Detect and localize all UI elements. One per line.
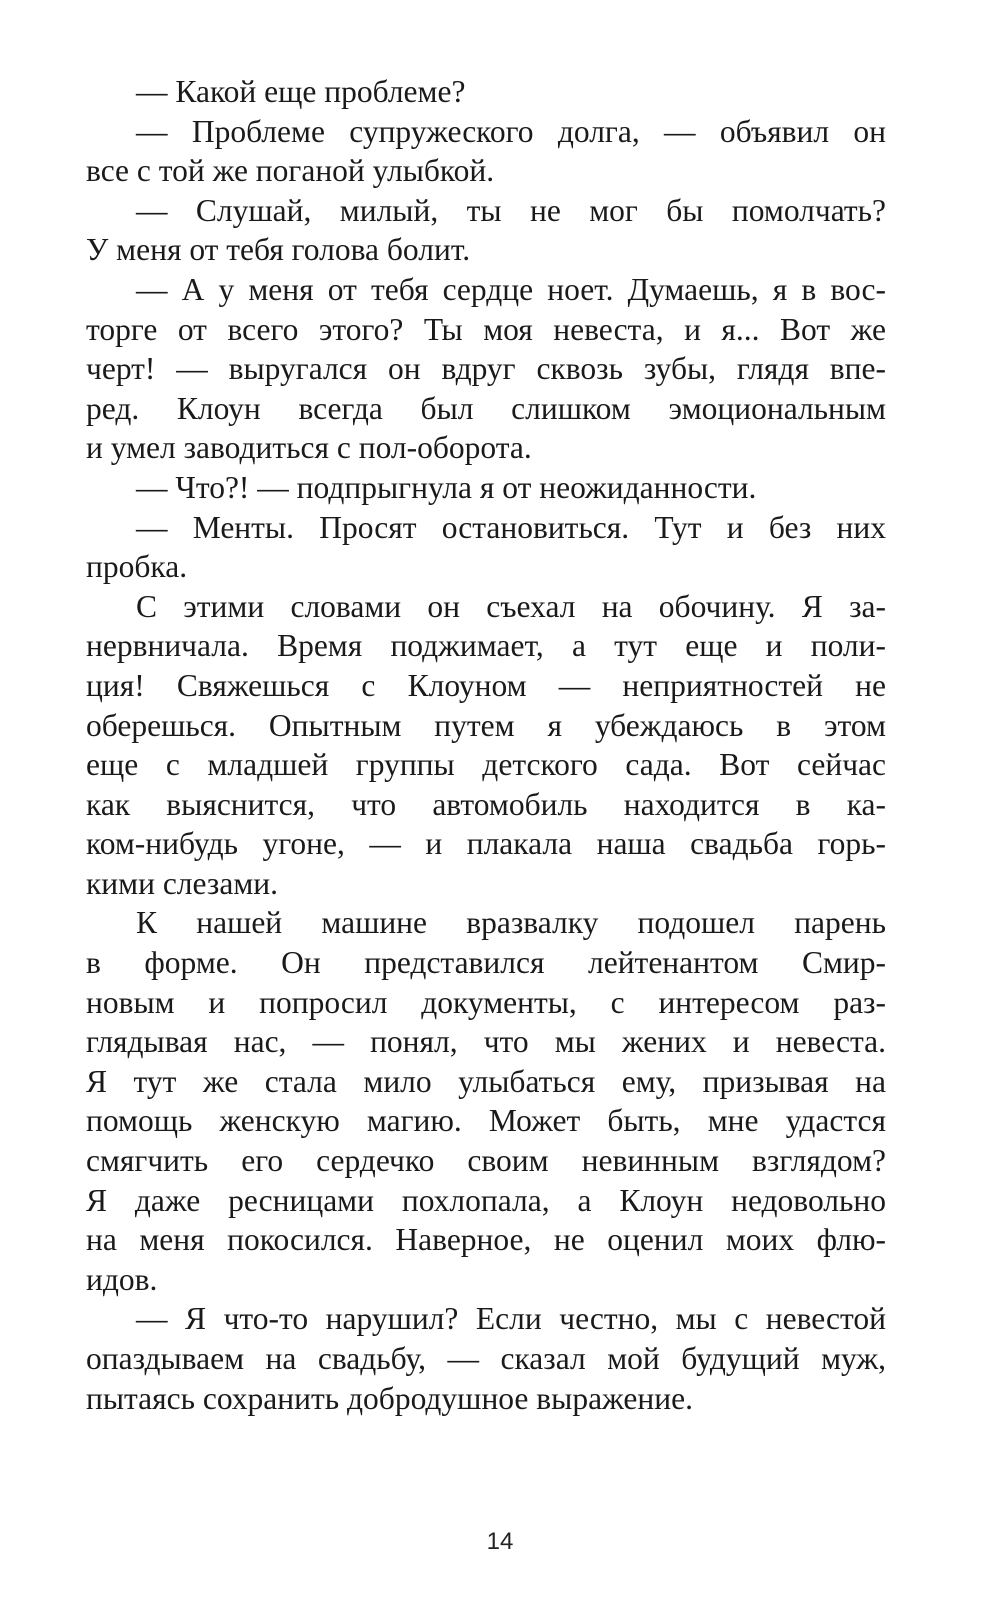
text-line: новым и попросил документы, с интересом раз- [86,984,886,1020]
text-line: — А у меня от тебя сердце ноет. Думаешь, я в вос- [136,271,886,307]
text-line: К нашей машине вразвалку подошел парень [136,905,886,941]
text-line: в форме. Он представился лейтенантом Смир- [86,945,886,981]
paragraph [86,112,886,191]
text-line: черт! — выругался он вдруг сквозь зубы, глядя впе- [86,351,886,387]
text-line: пытаясь сохранить добродушное выражение. [86,1380,693,1416]
text-line: — Какой еще проблеме? [136,74,466,109]
text-line: — Что?! — подпрыгнула я от неожиданности. [136,469,757,505]
book-page-text [86,72,886,1418]
paragraph [86,72,886,112]
text-line: помощь женскую магию. Может быть, мне удастся [86,1103,886,1139]
text-line: — Слушай, милый, ты не мог бы помолчать? [136,192,886,228]
text-line: как выяснится, что автомобиль находится в ка- [86,786,886,822]
text-line: и умел заводиться с пол-оборота. [86,430,532,466]
text-line: кими слезами. [86,865,278,901]
text-line: — Менты. Просят остановиться. Тут и без них [136,509,886,545]
text-line: идов. [86,1261,158,1297]
paragraph [86,587,886,904]
text-line: — Проблеме супружеского долга, — объявил он [136,113,886,149]
text-line: пробка. [86,549,188,585]
text-line: У меня от тебя голова болит. [86,232,471,268]
paragraph [86,1299,886,1418]
text-line: нервничала. Время поджимает, а тут еще и поли- [86,628,886,664]
paragraph [86,191,886,270]
text-line: опаздываем на свадьбу, — сказал мой будущий муж, [86,1341,886,1376]
paragraph [86,468,886,508]
text-line: глядывая нас, — понял, что мы жених и невеста. [86,1024,886,1060]
paragraph [86,903,886,1299]
paragraph [86,270,886,468]
text-line: С этими словами он съехал на обочину. Я за- [136,588,886,624]
text-line: ция! Свяжешься с Клоуном — неприятностей не [86,667,886,703]
text-line: смягчить его сердечко своим невинным взглядом? [86,1143,886,1179]
text-line: все с той же поганой улыбкой. [86,153,495,189]
text-line: на меня покосился. Наверное, не оценил моих флю- [86,1222,886,1258]
text-line: ком-нибудь угоне, — и плакала наша свадьба горь- [86,826,886,862]
text-line: еще с младшей группы детского сада. Вот сейчас [86,747,886,783]
text-line: торге от всего этого? Ты моя невеста, и я... Вот же [86,311,886,347]
page-number: 14 [486,1528,514,1555]
text-line: Я тут же стала мило улыбаться ему, призывая на [86,1063,886,1099]
text-line: оберешься. Опытным путем я убеждаюсь в этом [86,707,886,743]
text-line: ред. Клоун всегда был слишком эмоциональным [86,390,886,426]
paragraph [86,508,886,587]
text-line: — Я что-то нарушил? Если честно, мы с невестой [136,1301,886,1337]
text-line: Я даже ресницами похлопала, а Клоун недовольно [86,1182,886,1218]
